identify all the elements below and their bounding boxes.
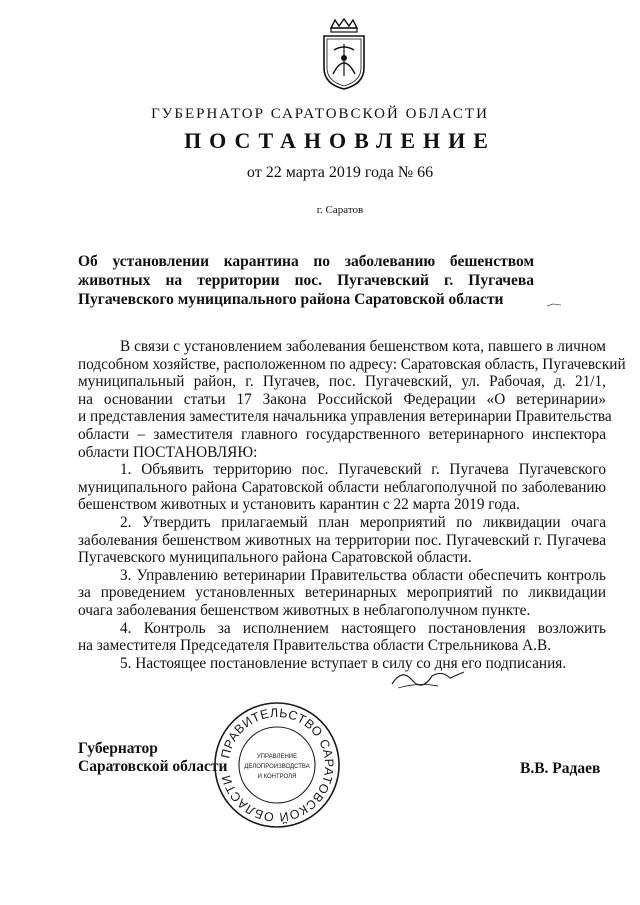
- stamp-center-text: И КОНТРОЛЯ: [257, 774, 297, 780]
- stamp-center-text: ДЕЛОПРОИЗВОДСТВА: [244, 764, 310, 770]
- coat-of-arms-icon: [319, 18, 369, 90]
- body-line: бешенством животных и установить карантин с 22 марта 2019 года.: [78, 496, 520, 514]
- body-line: подсобном хозяйстве, расположенном по адресу: Саратовская область, Пугачевский: [78, 355, 626, 373]
- body-line: В связи с установлением заболевания бешенством кота, павшего в личном: [120, 338, 606, 355]
- body-line: на основании статьи 17 Закона Российской Федерации «О ветеринарии»: [78, 390, 606, 408]
- document-date-number: от 22 марта 2019 года № 66: [246, 164, 434, 181]
- body-line: муниципального района Саратовской области неблагополучной по заболеванию: [78, 478, 606, 496]
- signatory-title: [78, 740, 227, 776]
- body-line: 2. Утвердить прилагаемый план мероприятий по ликвидации очага: [120, 513, 606, 531]
- body-line: муниципальный район, г. Пугачев, пос. Пугачевский, ул. Рабочая, д. 21/1,: [78, 373, 606, 391]
- body-line: 1. Объявить территорию пос. Пугачевский г. Пугачева Пугачевского: [120, 461, 606, 479]
- body-line: 4. Контроль за исполнением настоящего постановления возложить: [120, 619, 606, 637]
- signatory-title-line: Саратовской области: [78, 758, 228, 775]
- signatory-title-line: Губернатор: [78, 740, 158, 757]
- body-line: 3. Управлению ветеринарии Правительства области обеспечить контроль: [120, 566, 606, 584]
- body-line: области ПОСТАНОВЛЯЮ:: [78, 443, 258, 461]
- body-line: заболевания бешенством животных на территории пос. Пугачевский г. Пугачева: [78, 531, 606, 549]
- body-line: 5. Настоящее постановление вступает в силу со дня его подписания.: [120, 654, 567, 672]
- signatory-name: В.В. Радаев: [520, 760, 601, 777]
- document-city: г. Саратов: [316, 204, 364, 216]
- document-title: [78, 252, 534, 309]
- body-line: на заместителя Председателя Правительства области Стрельникова А.В.: [78, 637, 552, 655]
- title-line: Пугачевского муниципального района Саратовской области: [78, 291, 504, 308]
- title-line: Об установлении карантина по заболеванию бешенством: [78, 253, 534, 270]
- body-line: за проведением установленных ветеринарных мероприятий по ликвидации: [78, 584, 606, 602]
- stamp-ring-text: ПРАВИТЕЛЬСТВО САРАТОВСКОЙ ОБЛАСТИ: [218, 705, 337, 825]
- body-line: Пугачевского муниципального района Саратовской области.: [78, 549, 472, 567]
- body-line: области – заместителя главного государственного ветеринарного инспектора: [78, 425, 606, 443]
- pen-mark: [545, 300, 565, 310]
- handwritten-signature: [388, 662, 468, 692]
- body-line: и представления заместителя начальника управления ветеринарии Правительства: [78, 408, 612, 426]
- issuing-authority: ГУБЕРНАТОР САРАТОВСКОЙ ОБЛАСТИ: [151, 106, 489, 122]
- stamp-center-text: УПРАВЛЕНИЕ: [256, 754, 298, 760]
- document-body: [78, 338, 626, 672]
- document-type: ПОСТАНОВЛЕНИЕ: [184, 128, 496, 153]
- official-stamp: [212, 700, 342, 830]
- title-line: животных на территории пос. Пугачевский г. Пугачева: [78, 272, 534, 289]
- body-line: очага заболевания бешенством животных в неблагополучном пункте.: [78, 601, 531, 619]
